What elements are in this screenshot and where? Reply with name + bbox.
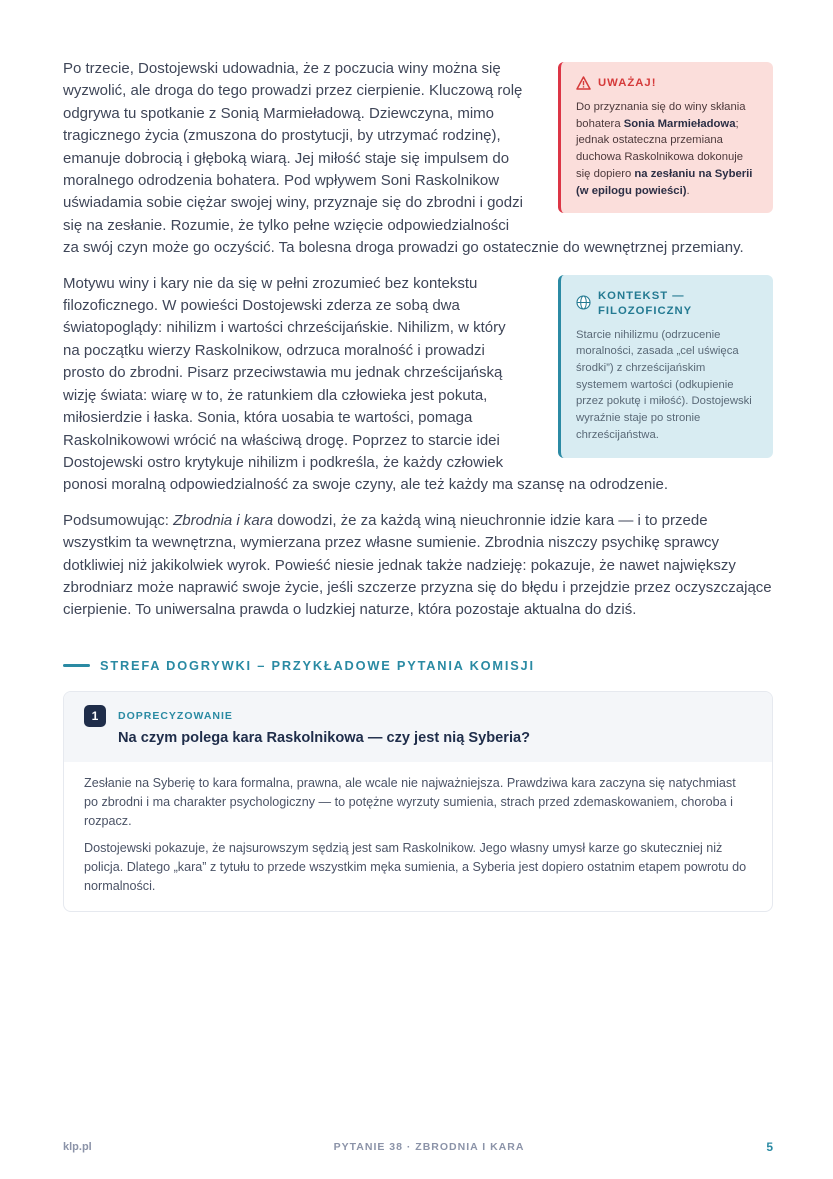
question-title: Na czym polega kara Raskolnikowa — czy jest nią Syberia? — [118, 729, 531, 746]
warning-callout-title: UWAŻAJ! — [598, 77, 657, 89]
footer-page-number: 5 — [766, 1140, 773, 1154]
warning-callout-text — [576, 99, 759, 199]
text-run: Motywu winy i kary nie da się w pełni zrozumieć bez kontekstu filozoficznego. W powieści Dostojewski zderza ze sobą dwa światopoglądy: nihilizm i wartości chrześcijańskie. Nihilizm, w który na początku wierzy Raskolnikow, odrzuca moralność i prowadzi prosto do zbrodni. Pisarz przeciwstawia mu jednak chrześcijańską wizję świata: wiarę w to, że ratunkiem dla człowieka jest pokuta, miłosierdzie i łaska. Sonia, która uosabia te wartości, pomaga Raskolnikowowi wrócić na właściwą drogę. Poprzez to starcie idei Dostojewski ostro krytykuje nihilizm i podkreśla, że każdy człowiek ponosi moralną odpowiedzialność za swoje czyny, ale też każdy ma szansę na odrodzenie. — [63, 274, 669, 494]
text-run: Zbrodnia i kara — [173, 511, 274, 529]
text-run: . — [686, 184, 690, 197]
context-callout-title: KONTEKST — FILOZOFICZNY — [598, 289, 693, 317]
answer-paragraph: Dostojewski pokazuje, że najsurowszym sędzią jest sam Raskolnikow. Jego własny umysł karze go skuteczniej niż policja. Dlatego „kara” z tytułu to przede wszystkim męka sumienia, a Syberia jest dopiero ostatnim etapem powrotu do normalności. — [84, 840, 747, 893]
globe-icon — [576, 295, 591, 310]
page-footer — [63, 1140, 773, 1154]
paragraph-summary — [63, 510, 773, 622]
text-run: dowodzi, że za każdą winą nieuchronnie idzie kara — i to przede wszystkim ta wewnętrzna, wymierzana przez własne sumienie. Zbrodnia niszczy psychikę sprawcy dotkliwiej niż jakikolwiek wyrok. Powieść niesie jednak także nadzieję: pokazuje, że nawet największy zbrodniarz może naprawić swoje życie, jeśli szczerze przyzna się do błędu i przejdzie przez oczyszczające cierpienie. To uniwersalna prawda o ludzkiej naturze, która pozostaje aktualna do dziś. — [63, 511, 772, 619]
question-answer — [64, 762, 772, 911]
text-run: na zesłaniu na Syberii (w epilogu powieści) — [576, 167, 753, 197]
question-number-badge: 1 — [84, 705, 106, 727]
warning-callout — [558, 62, 773, 213]
text-run: ; jednak ostateczna przemiana duchowa Raskolnikowa dokonuje się dopiero — [576, 117, 744, 180]
question-header — [64, 692, 772, 762]
section-guilt-liberation — [63, 58, 773, 260]
context-callout-text — [576, 327, 759, 444]
footer-chapter: PYTANIE 38 · ZBRODNIA I KARA — [333, 1141, 525, 1153]
text-run: Do przyznania się do winy skłania bohatera — [576, 101, 746, 130]
context-callout — [558, 275, 773, 458]
question-card — [63, 691, 773, 912]
warning-icon — [576, 76, 591, 90]
strefa-dogrywki-title: STREFA DOGRYWKI – PRZYKŁADOWE PYTANIA KOMISJI — [100, 657, 535, 673]
text-run: Po trzecie, Dostojewski udowadnia, że z poczucia winy można się wyzwolić, ale droga do tego prowadzi przez cierpienie. Kluczową rolę odgrywa tu spotkanie z Sonią Marmieładową. Dziewczyna, mimo tragicznego życia (zmuszona do prostytucji, by utrzymać rodzinę), emanuje dobrocią i głęboką wiarą. Jej miłość staje się impulsem do moralnego odrodzenia bohatera. Pod wpływem Soni Raskolnikow uświadamia sobie ciężar swojej winy, przyznaje się do zbrodni i godzi się na zesłanie. Rozumie, że tylko pełne wzięcie odpowiedzialności za swój czyn może go oczyścić. Ta bolesna droga prowadzi go ostatecznie do wewnętrznej przemiany. — [63, 60, 744, 257]
footer-site: klp.pl — [63, 1141, 92, 1153]
strefa-dogrywki-heading — [63, 658, 773, 673]
text-run: Podsumowując: — [63, 511, 174, 529]
page-content — [63, 58, 773, 912]
answer-paragraph: Zesłanie na Syberię to kara formalna, prawna, ale wcale nie najważniejsza. Prawdziwa kara zaczyna się natychmiast po zbrodni i ma charakter psychologiczny — to potężne wyrzuty sumienia, strach przed zdemaskowaniem, choroba i rozpacz. — [84, 775, 736, 828]
text-run: Sonia Marmieładowa — [623, 117, 736, 130]
question-category-label: DOPRECYZOWANIE — [118, 709, 233, 722]
text-run: Starcie nihilizmu (odrzucenie moralności, zasada „cel uświęca środki”) z chrześcijańskim systemem wartości (odkupienie przez pokutę i miłość). Dostojewski wyraźnie staje po stronie chrześcijaństwa. — [576, 328, 752, 441]
section-philosophical-context — [63, 273, 773, 497]
heading-accent-line — [63, 664, 90, 667]
